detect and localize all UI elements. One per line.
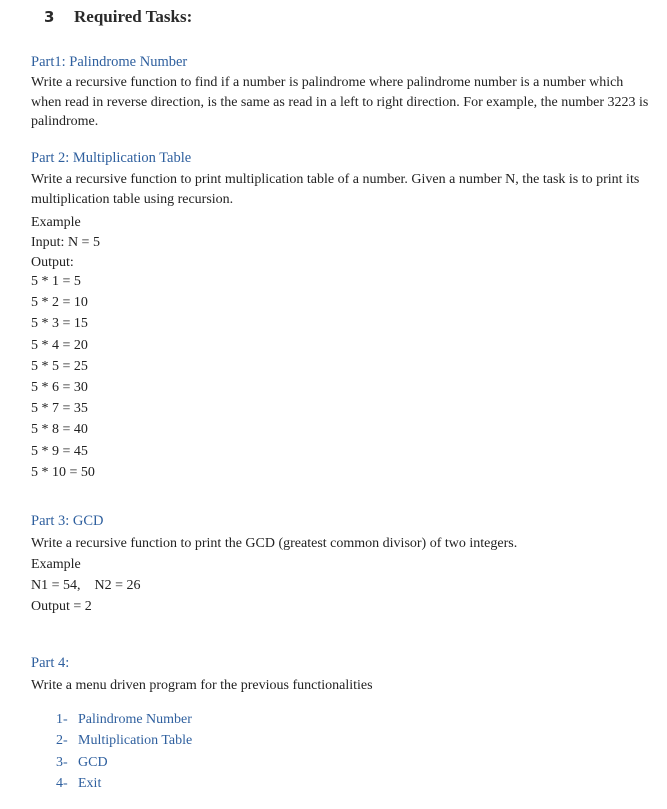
part1-title: Part1: Palindrome Number [31,54,188,70]
part3-example-label: Example [31,557,81,572]
menu-item-gcd [56,752,192,773]
output-line: 5 * 3 = 15 [31,316,88,332]
menu-item-exit [56,773,192,794]
menu-item-label: GCD [78,754,108,770]
output-line: 5 * 2 = 10 [31,295,88,311]
output-line: 5 * 4 = 20 [31,337,88,353]
output-line: 5 * 6 = 30 [31,379,88,395]
output-line: 5 * 1 = 5 [31,274,81,289]
menu-item-number: 4- [56,775,68,791]
menu-item-multiplication [56,730,192,751]
part3-n2: N2 = 26 [94,578,141,593]
output-line: 5 * 9 = 45 [31,443,88,459]
part3-n1: N1 = 54, [31,578,81,593]
menu-item-number: 2- [56,733,68,749]
output-line: 5 * 5 = 25 [31,358,88,374]
menu-options-list [56,709,192,794]
menu-item-palindrome [56,709,192,730]
output-line: 5 * 8 = 40 [31,422,88,438]
part4-title: Part 4: [31,655,70,671]
part1-description: Write a recursive function to find if a number is palindrome where palindrome number is a number which when read in reverse direction, is the same as read in a left to right direction. For example, the number 3223 is palindrome. [31,75,649,129]
part2-title: Part 2: Multiplication Table [31,150,192,166]
section-number: 3 [44,8,55,26]
menu-item-label: Exit [78,775,102,791]
menu-item-label: Palindrome Number [78,712,192,727]
section-heading [44,7,192,27]
output-line: 5 * 7 = 35 [31,401,88,417]
part2-description: Write a recursive function to print multiplication table of a number. Given a number N, the task is to print its multiplication table using recursion. [31,172,640,207]
output-line: 5 * 10 = 50 [31,464,95,480]
part4-description: Write a menu driven program for the previous functionalities [31,678,373,693]
part2-input: Input: N = 5 [31,235,100,250]
part3-example-inputs [31,576,141,596]
menu-item-label: Multiplication Table [78,733,193,749]
menu-item-number: 1- [56,712,68,727]
part2-output-label: Output: [31,255,74,270]
multiplication-output-list [31,271,95,483]
part2-example-label: Example [31,215,81,230]
part3-title: Part 3: GCD [31,513,104,529]
section-title: Required Tasks: [74,7,193,26]
menu-item-number: 3- [56,754,68,770]
part3-description: Write a recursive function to print the GCD (greatest common divisor) of two integers. [31,536,518,551]
part3-output: Output = 2 [31,599,92,614]
